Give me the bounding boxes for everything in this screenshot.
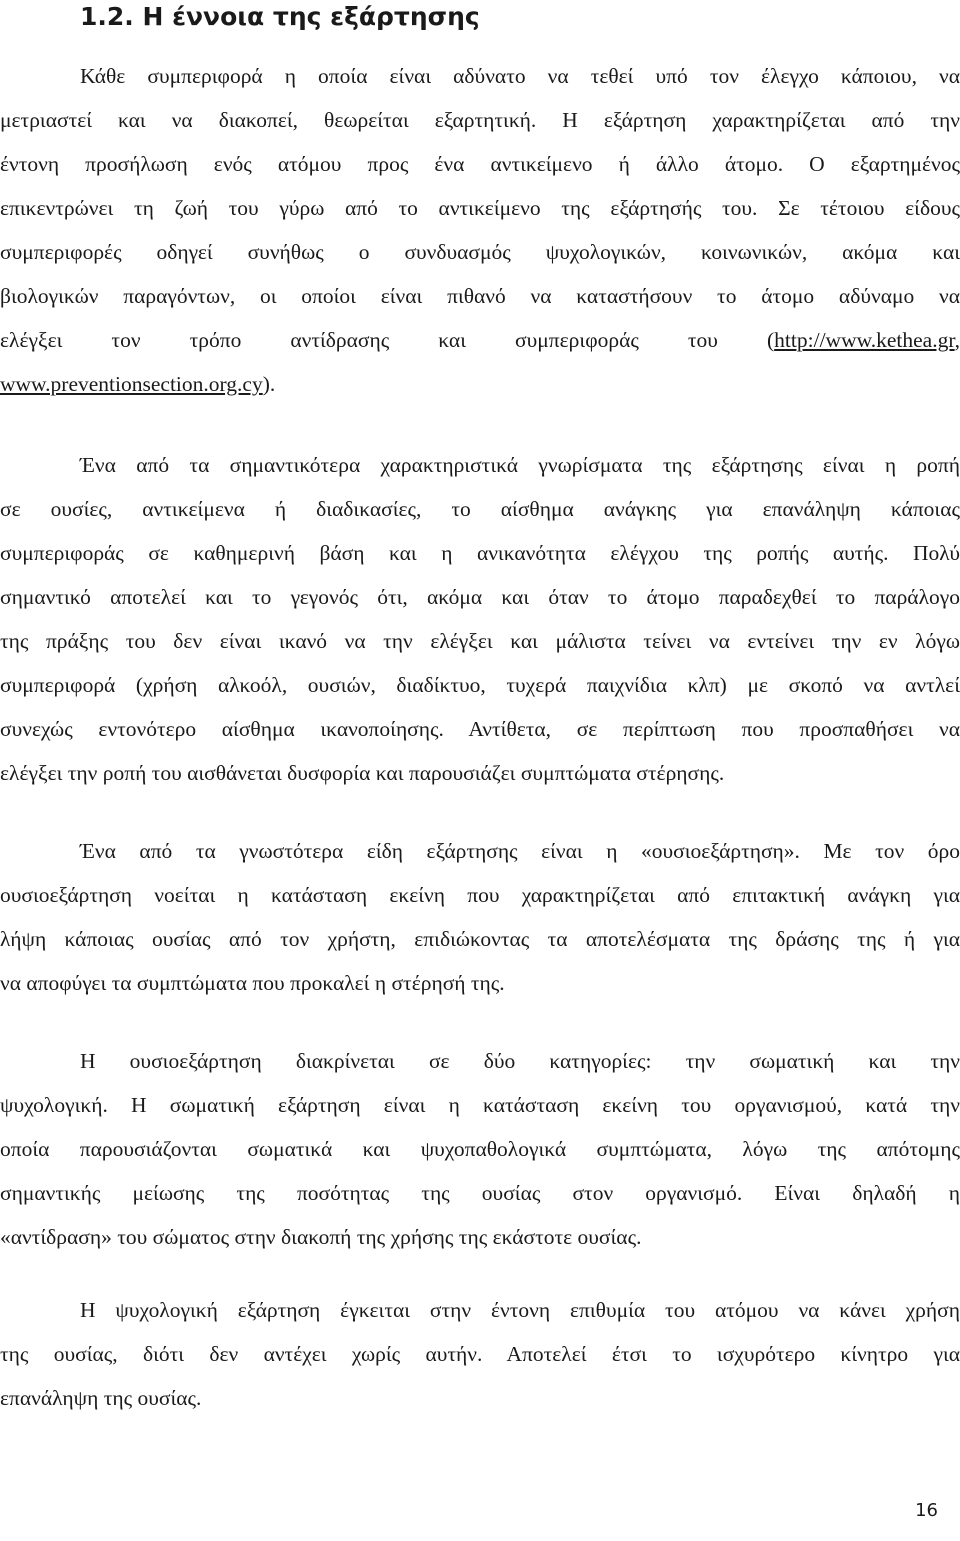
- text-line: συμπεριφορές οδηγεί συνήθως ο συνδυασμός ψυχολογικών, κοινωνικών, ακόμα και: [0, 240, 960, 264]
- text-line-with-link: ελέγξει τον τρόπο αντίδρασης και συμπεριφοράς του (http://www.kethea.gr,: [0, 328, 960, 352]
- text-line: συμπεριφοράς σε καθημερινή βάση και η ανικανότητα ελέγχου της ροπής αυτής. Πολύ: [0, 541, 960, 565]
- text-line: επικεντρώνει τη ζωή του γύρω από το αντικείμενο της εξάρτησής του. Σε τέτοιου είδους: [0, 196, 960, 220]
- text-line: Κάθε συμπεριφορά η οποία είναι αδύνατο να τεθεί υπό τον έλεγχο κάποιου, να: [80, 64, 960, 88]
- text-line: Ένα από τα σημαντικότερα χαρακτηριστικά γνωρίσματα της εξάρτησης είναι η ροπή: [80, 453, 960, 477]
- text-line: συμπεριφορά (χρήση αλκοόλ, ουσιών, διαδίκτυο, τυχερά παιχνίδια κλπ) με σκοπό να αντλεί: [0, 673, 960, 697]
- text-line: Η ψυχολογική εξάρτηση έγκειται στην έντονη επιθυμία του ατόμου να κάνει χρήση: [80, 1298, 960, 1322]
- text-line: Ένα από τα γνωστότερα είδη εξάρτησης είναι η «ουσιοεξάρτηση». Με τον όρο: [80, 839, 960, 863]
- text-line: έντονη προσήλωση ενός ατόμου προς ένα αντικείμενο ή άλλο άτομο. Ο εξαρτημένος: [0, 152, 960, 176]
- paragraph-2: [0, 443, 960, 795]
- text-segment: ελέγξει τον τρόπο αντίδρασης και συμπεριφοράς του: [0, 328, 718, 352]
- text-line: ψυχολογική. Η σωματική εξάρτηση είναι η κατάσταση εκείνη του οργανισμού, κατά την: [0, 1093, 960, 1117]
- text-line: της ουσίας, διότι δεν αντέχει χωρίς αυτήν. Αποτελεί έτσι το ισχυρότερο κίνητρο για: [0, 1342, 960, 1366]
- paragraph-5: [0, 1288, 960, 1420]
- text-line: ελέγξει την ροπή του αισθάνεται δυσφορία και παρουσιάζει συμπτώματα στέρησης.: [0, 761, 725, 785]
- preventionsection-link[interactable]: www.preventionsection.org.cy: [0, 372, 263, 396]
- text-line: σημαντικό αποτελεί και το γεγονός ότι, ακόμα και όταν το άτομο παραδεχθεί το παράλογο: [0, 585, 960, 609]
- paragraph-1: [0, 54, 960, 406]
- kethea-link[interactable]: http://www.kethea.gr: [774, 328, 955, 352]
- text-line-with-link: www.preventionsection.org.cy).: [0, 372, 276, 396]
- text-line: της πράξης του δεν είναι ικανό να την ελέγξει και μάλιστα τείνει να εντείνει την εν λόγω: [0, 629, 960, 653]
- text-line: οποία παρουσιάζονται σωματικά και ψυχοπαθολογικά συμπτώματα, λόγω της απότομης: [0, 1137, 960, 1161]
- text-line: μετριαστεί και να διακοπεί, θεωρείται εξαρτητική. Η εξάρτηση χαρακτηρίζεται από την: [0, 108, 960, 132]
- paragraph-4: [0, 1039, 960, 1259]
- text-line: να αποφύγει τα συμπτώματα που προκαλεί η στέρησή της.: [0, 971, 505, 995]
- text-line: σημαντικής μείωσης της ποσότητας της ουσίας στον οργανισμό. Είναι δηλαδή η: [0, 1181, 960, 1205]
- text-line: επανάληψη της ουσίας.: [0, 1386, 202, 1410]
- text-line: βιολογικών παραγόντων, οι οποίοι είναι πιθανό να καταστήσουν το άτομο αδύναμο να: [0, 284, 960, 308]
- text-line: σε ουσίες, αντικείμενα ή διαδικασίες, το αίσθημα ανάγκης για επανάληψη κάποιας: [0, 497, 960, 521]
- text-line: «αντίδραση» του σώματος στην διακοπή της χρήσης της εκάστοτε ουσίας.: [0, 1225, 642, 1249]
- page-number: 16: [915, 1500, 938, 1521]
- text-line: λήψη κάποιας ουσίας από τον χρήστη, επιδιώκοντας τα αποτελέσματα της δράσης της ή για: [0, 927, 960, 951]
- section-heading: 1.2. Η έννοια της εξάρτησης: [80, 2, 480, 31]
- text-line: Η ουσιοεξάρτηση διακρίνεται σε δύο κατηγορίες: την σωματική και την: [80, 1049, 960, 1073]
- text-line: συνεχώς εντονότερο αίσθημα ικανοποίησης. Αντίθετα, σε περίπτωση που προσπαθήσει να: [0, 717, 960, 741]
- paragraph-3: [0, 829, 960, 1005]
- text-line: ουσιοεξάρτηση νοείται η κατάσταση εκείνη που χαρακτηρίζεται από επιτακτική ανάγκη για: [0, 883, 960, 907]
